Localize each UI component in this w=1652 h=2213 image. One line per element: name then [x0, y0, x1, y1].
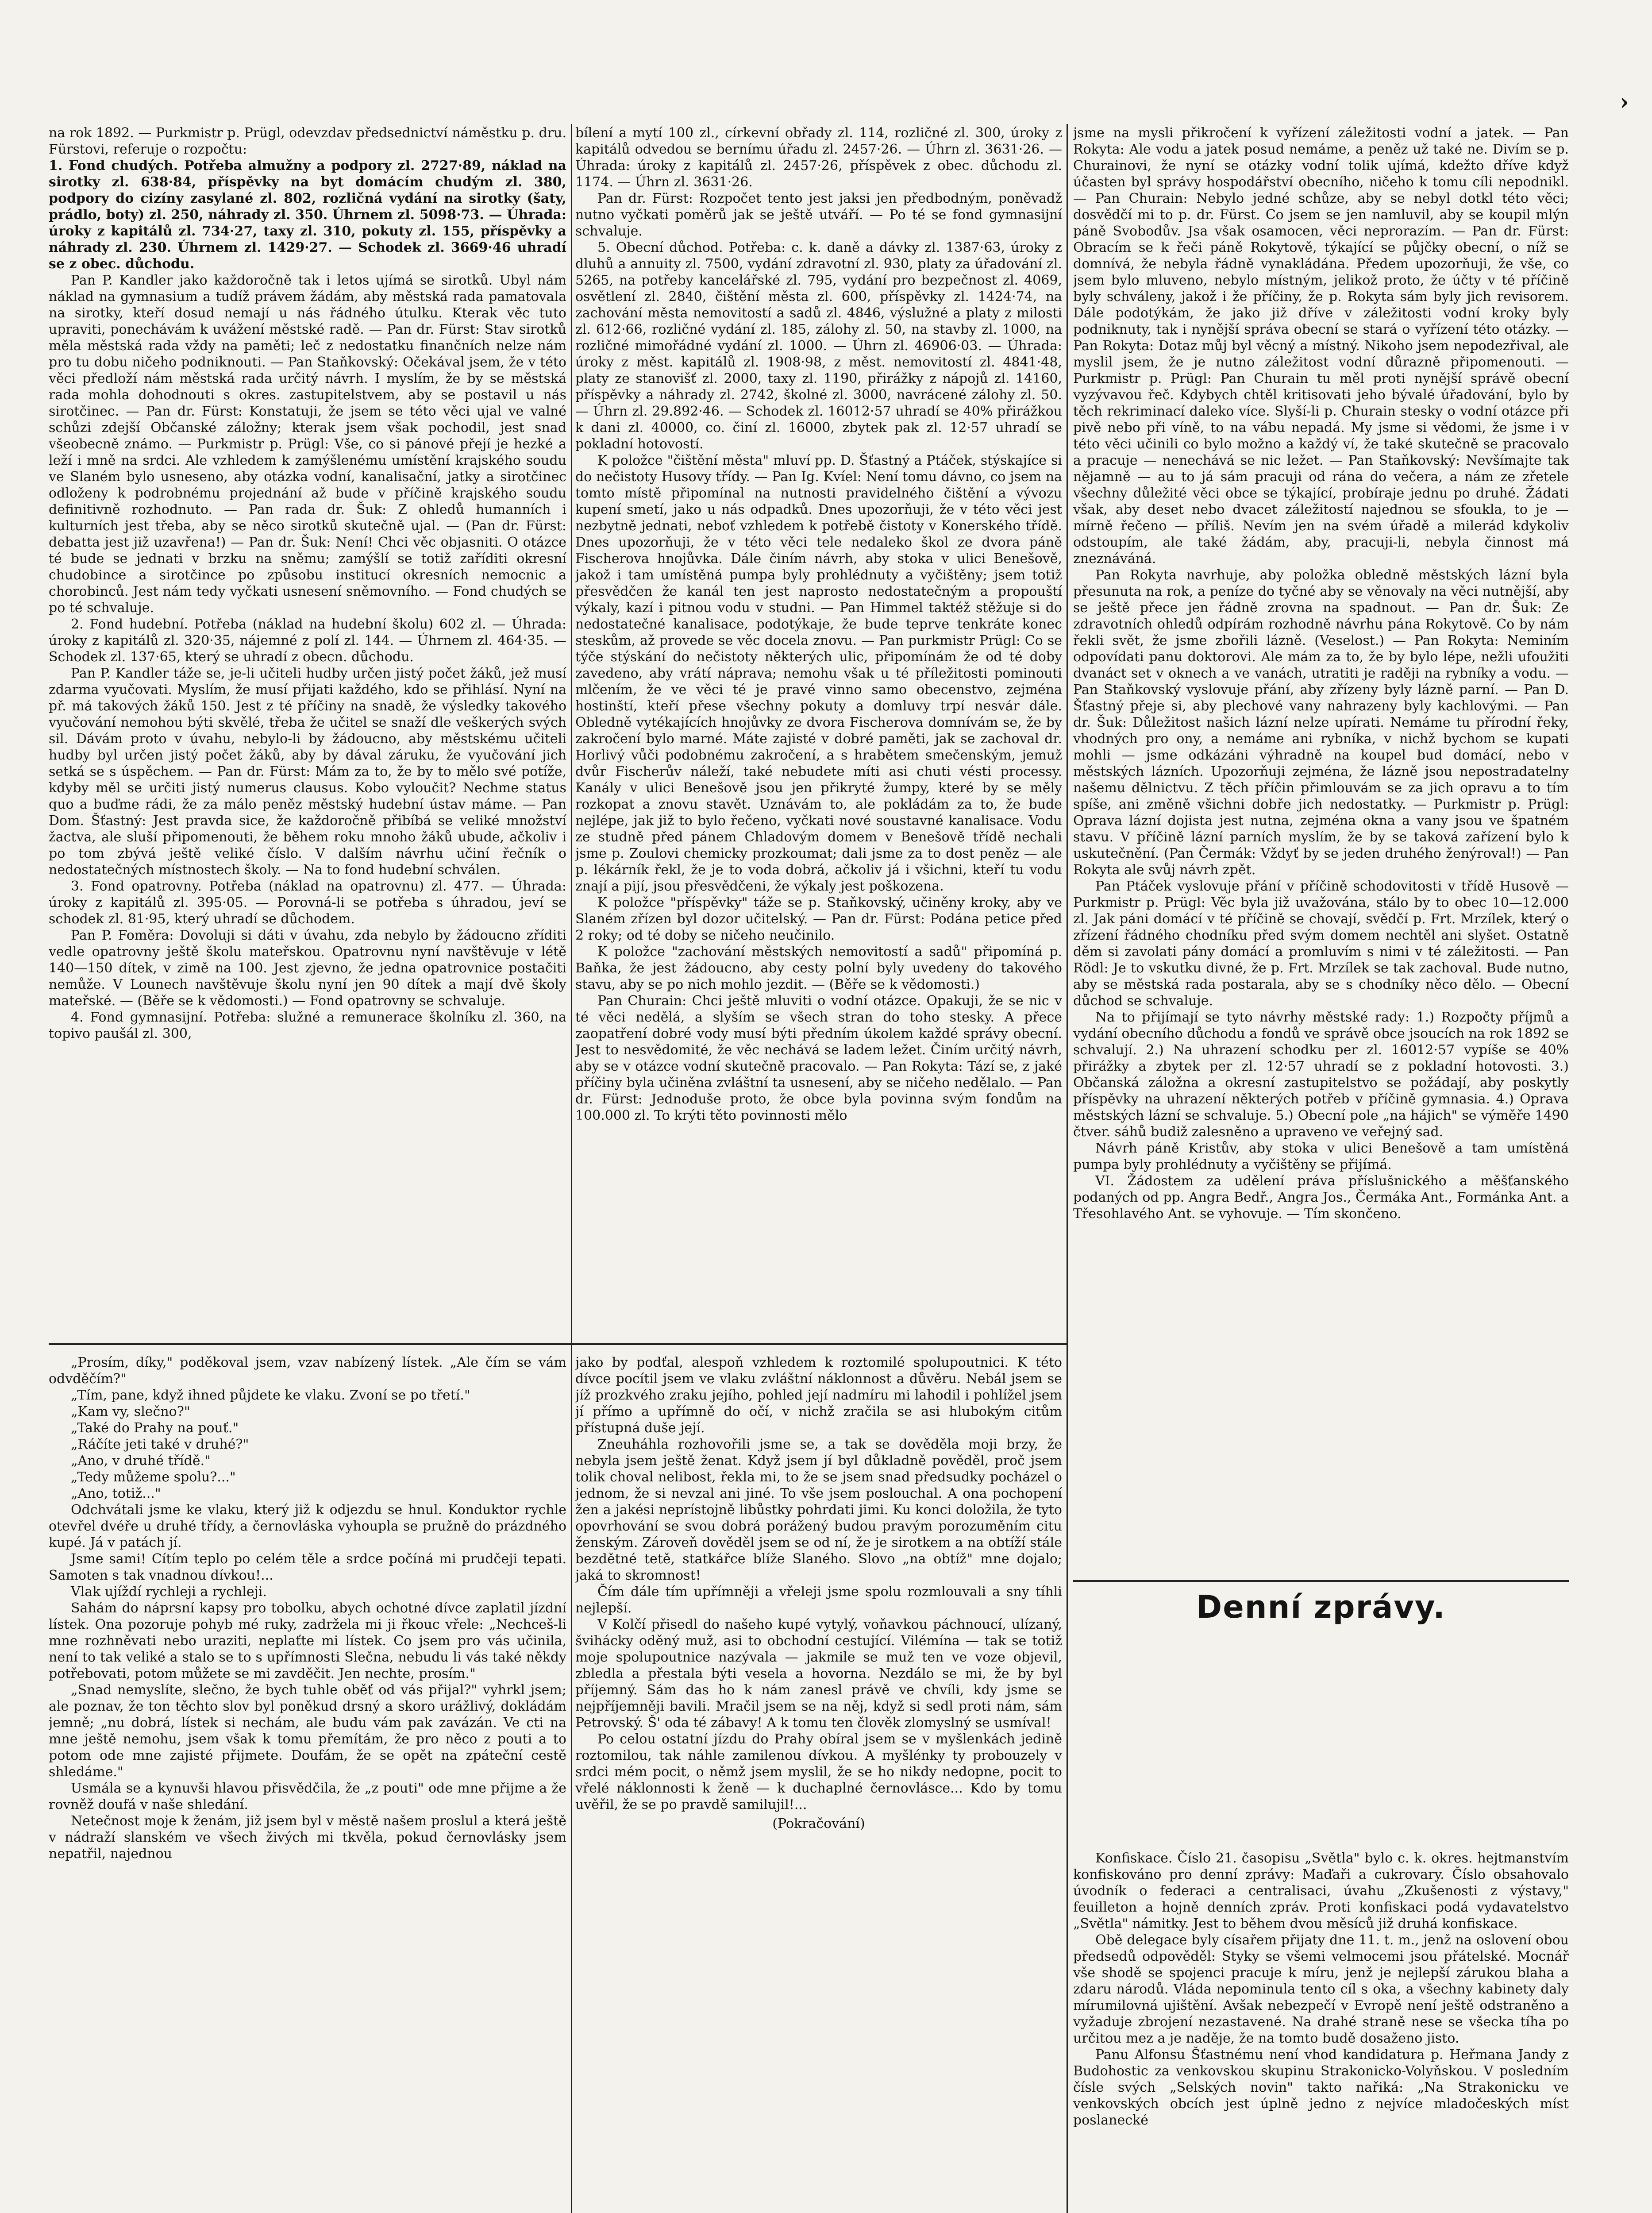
paragraph: Vlak ujíždí rychleji a rychleji. — [71, 1584, 267, 1600]
paragraph: „Také do Prahy na pouť." — [71, 1420, 239, 1436]
section-separator — [1073, 1580, 1569, 1582]
paragraph: V Kolčí přisedl do našeho kupé vytylý, voňavkou páchnoucí, ulízaný, švihácky oděný muž, asi to obchodní cestující. Vilémína — tak se totiž moje spolupoutnice nazývala — jakmile se muž ten ve voze objevil, zbledla a přestala býti vesela a hovorna. Nezdálo se mi, že by byl příjemný. Sám das ho k nám zanesl právě ve chvíli, kdy jsme se nejpříjemněji bavili. Mračil jsem se na něj, když si sedl proti nám, sám Petrovský. Š' oda té zábavy! A k tomu ten člověk zlomyslný se usmíval! — [575, 1617, 1062, 1731]
paragraph: VI. Žádostem za udělení práva příslušnického a měšťanského podaných od pp. Angra Bedř., Angra Jos., Čermáka Ant., Formánka Ant. a Třesohlavého Ant. se vyhovuje. — Tím skončeno. — [1073, 1173, 1569, 1222]
paragraph: „Ano, v druhé třídě." — [71, 1453, 211, 1469]
paragraph: „Tím, pane, když ihned půjdete ke vlaku. Zvoní se po třetí." — [71, 1388, 470, 1403]
paragraph: Návrh páně Kristův, aby stoka v ulici Benešově a tam umístěná pumpa byly prohlédnuty a vyčištěny se přijímá. — [1073, 1141, 1569, 1172]
paragraph: bílení a mytí 100 zl., církevní obřady zl. 114, rozličné zl. 300, úroky z kapitálů odvedou se bernímu úřadu zl. 2457·26. — Úhrn zl. 3631·26. — Úhrada: úroky z kapitálů zl. 2457·26, příspěvek z obec. důchodu zl. 1174. — Úhrn zl. 3631·26. — [575, 125, 1062, 190]
paragraph: na rok 1892. — Purkmistr p. Prügl, odevzdav předsednictví náměstku p. dru. Fürstovi, referuje o rozpočtu: — [49, 125, 566, 157]
paragraph: Pan P. Foměra: Dovoluji si dáti v úvahu, zda nebylo by žádoucno zříditi vedle opatrovny ještě školu mateřskou. Opatrovnu nyní navštěvuje v létě 140—150 dítek, v zimě na 100. Jest zjevno, že jedna opatrovnice postačiti nemůže. V Lounech navštěvuje školu nyní jen 90 dítek a mají dvě školy mateřské. — (Běře se k vědomosti.) — Fond opatrovny se schvaluje. — [49, 928, 566, 1009]
column-middle — [575, 125, 1062, 1320]
paragraph: Pan dr. Fürst: Rozpočet tento jest jaksi jen předbodným, poněvadž nutno vyčkati poměrů jak se ještě utváří. — Po té se fond gymnasijní schvaluje. — [575, 191, 1062, 239]
paragraph: Jsme sami! Cítím teplo po celém těle a srdce počíná mi prudčeji tepati. Samoten s tak vnadnou dívkou!... — [49, 1551, 566, 1583]
paragraph: „Ráčíte jeti také v druhé?" — [71, 1437, 249, 1452]
paragraph: Sahám do náprsní kapsy pro tobolku, abych ochotné dívce zaplatil jízdní lístek. Ona pozoruje pohyb mé ruky, zadržela mi ji řkouc vřele: „Nechceš-li mne rozhněvati nebo uraziti, neplaťte mi lístek. Co jsem pro vás učinila, není to tak veliké a stalo se to s upřímnosti Slečna, nebudu li vás také někdy potřebovati, potom můžete se mi zavděčit. Jen nechte, prosím." — [49, 1600, 566, 1681]
paragraph: Čím dále tím upřímněji a vřeleji jsme spolu rozmlouvali a sny tíhli nejlepší. — [575, 1584, 1062, 1616]
paragraph: K položce "příspěvky" táže se p. Staňkovský, učiněny kroky, aby ve Slaném zřízen byl dozor učitelský. — Pan dr. Fürst: Podána petice před 2 roky; od té doby se ničeho neučinilo. — [575, 895, 1062, 943]
news-item: Konfiskace. Číslo 21. časopisu „Světla" bylo c. k. okres. hejtmanstvím konfiskováno pro denní zprávy: Maďaři a cukrovary. Číslo obsahovalo úvodník o federaci a centralisaci, úvahu „Zkušenosti z výstavy," feuilleton a hojně denních zpráv. Proti konfiskaci podá vydavatelstvo „Světla" námitky. Jest to během dvou měsíců již druhá konfiskace. — [1073, 1851, 1569, 1932]
paragraph: Pan P. Kandler táže se, je-li učiteli hudby určen jistý počet žáků, jež musí zdarma vyučovati. Myslím, že musí přijati každého, kdo se přihlásí. Nyní na př. má takových žáků 150. Jest z té příčiny na snadě, že výsledky takového vyučování nemohou býti skvělé, třeba že učitel se snaží dle veškerých svých sil. Dávám proto v úvahu, nebylo-li by žádoucno, aby městskému učiteli hudby byl určen jistý počet žáků, aby by dával záruku, že vyučování jich setká se s úspěchem. — Pan dr. Fürst: Mám za to, že by to mělo své potíže, kdyby měl se určiti jistý numerus clausus. Kobo vyloučit? Nechme status quo a buďme rádi, že za málo peněz městský hudební ústav máme. — Pan Dom. Šťastný: Jest pravda sice, že každoročně přibíbá se veliké množství žactva, ale sluší připomenouti, že během roku mnoho žáků ubude, ačkoliv i po tom zbývá ještě veliké číslo. V dalším návrhu učiní řečník o nedostatečných místnostech školy. — Na to fond hudební schválen. — [49, 666, 566, 878]
paragraph: Pan Churain: Chci ještě mluviti o vodní otázce. Opakuji, že se nic v té věci nedělá, a slyším se všech stran do toho stesky. A přece zaopatření dobré vody musí býti předním úkolem každé správy obecní. Jest to nesvědomité, že věc nechává se ladem ležet. Činím určitý návrh, aby se v otázce vodní skutečně pracovalo. — Pan Rokyta: Tází se, z jaké příčiny byla učiněna zvláštní ta usnesení, aby se ničeho nedělalo. — Pan dr. Fürst: Jednoduše proto, že obce byla povinna svým fondům na 100.000 zl. To krýti těto povinnosti mělo — [575, 993, 1062, 1123]
paragraph: jako by podťal, alespoň vzhledem k roztomilé spolupoutnici. K této dívce pocítil jsem ve vlaku zvláštní náklonnost a důvěru. Nebál jsem se jíž prozkvého zraku jejího, pohled její nadmíru mi lahodil i pohlížel jsem jí přímo a upřímně do očí, v nichž zračila se asi hlubokým citům přístupná duše její. — [575, 1355, 1062, 1436]
column-left — [49, 125, 566, 1320]
paragraph: Pan P. Kandler jako každoročně tak i letos ujímá se sirotků. Ubyl nám náklad na gymnasium a tudíž právem žádám, aby městská rada pamatovala na sirotky, kteří dosud nemají u nás řádného útulku. Kterak věc tuto upraviti, ponechávám k uvážení městské radě. — Pan dr. Fürst: Stav sirotků měla městská rada vždy na paměti; leč z nedostatku finančních nelze nám pro tu dobu ničeho podniknouti. — Pan Staňkovský: Očekával jsem, že v této věci předloží nám městská rada určitý návrh. I myslím, že by se městská rada mohla dohodnouti s okres. zastupitelstvem, aby se postavil u nás sirotčinec. — Pan dr. Fürst: Konstatuji, že jsem se této věci ujal ve valné schůzi zdejší Občanské záložny; kterak jsem však pochodil, jest snad všeobecně známo. — Purkmistr p. Prügl: Vše, co si pánové přejí je hezké a leží i mně na srdci. Ale vzhledem k zamýšlenému umístění krajského soudu ve Slaném bylo usneseno, aby otázka vodní, kanalisační, jatky a sirotčinec odloženy k podrobnému projednání až bude v příčině krajského soudu definitivně rozhodnuto. — Pan rada dr. Šuk: Z ohledů humanních i kulturních jest třeba, aby se něco sirotků skutečně ujal. — (Pan dr. Fürst: debatta jest již uzavřena!) — Pan dr. Šuk: Není! Chci věc objasniti. O otázce té bude se jednati v brzku na sněmu; zamýšlí se totiž zaříditi okresní chudobince a sirotčince po způsobu institucí okresních nemocnic a chorobinců. Jest nám tedy vyčkati usnesení sněmovního. — Fond chudých se po té schvaluje. — [49, 273, 566, 616]
news-item: Panu Alfonsu Šťastnému není vhod kandidatura p. Heřmana Jandy z Budohostic za venkovskou skupinu Strakonicko-Volyňskou. V posledním čísle svých „Selských novin" takto nařiká: „Na Strakonicku ve venkovských obcích jest úplně jedno z nejvíce mladočeských míst poslanecké — [1073, 2047, 1569, 2128]
column-right-news — [1073, 1850, 1569, 2213]
paragraph: „Tedy můžeme spolu?..." — [71, 1469, 236, 1485]
paragraph: K položce "čištění města" mluví pp. D. Šťastný a Ptáček, stýskajíce si do nečistoty Husovy třídy. — Pan Ig. Kvíel: Není tomu dávno, co jsem na tomto místě připomínal na nutnosti pravidelného čištění a vývozu kupení smetí, jako u nás odpadků. Dnes upozorňuji, že v této věci jest nezbytně jednati, neboť vzhledem k potřebě čistoty v Konerského třídě. Dnes upozorňuji, že v této věci tele nedaleko škol ze dvora páně Fischerova hnojůvka. Dále činím návrh, aby stoka v ulici Benešově, jakož i tam umístěná pumpa byly prohlédnuty a vyčištěny; jsem totiž přesvědčen že kanál ten jest naprosto nedostatečným a propouští výkaly, kazí i pitnou vodu v studni. — Pan Himmel taktéž stěžuje si do nedostatečné kanalisace, podotýkaje, že bude teprve tenkráte konec steskům, až provede se věc docela znovu. — Pan purkmistr Prügl: Co se týče stýskání do nečistoty některých ulic, připomínám že od té doby zavedeno, aby vrátí náprava; nemohu však u té příležitosti pominouti mlčením, že ve věci té je pravé vinno samo obecenstvo, zejména hostinští, kteří přese všechny pokuty a domluvy trpí nesvár dále. Obledně vytékajících hnojůvky ze dvora Fischerova domnívám se, že by zakročení bylo marné. Máte zajisté v dobré paměti, jak se zachoval dr. Horlivý vůči podobnému zakročení, a s hrabětem smečenským, jemuž dvůr Fischerův náleží, také nebudete míti asi chuti vésti processy. Kanály v ulici Benešově jsou jen přikryté žumpy, které by se měly rozkopat a znovu stavět. Uznávám to, ale pokládám za to, že bude nejlépe, jak již to bylo řečeno, vyčkati nové soustavné kanalisace. Vodu ze studně před pánem Chladovým domem v Benešově třídě nechali jsme p. Zoulovi chemicky prozkoumat; dali jsme za to dost peněz — ale p. lékárník řekl, že je to voda dobrá, ačkoliv já i všichni, kteří tu vodu znají a pijí, jsou přesvědčeni, že výkaly jest poškozena. — [575, 453, 1062, 894]
column-divider — [571, 124, 572, 2213]
feuilleton-left — [49, 1354, 566, 2213]
paragraph: Pan Rokyta navrhuje, aby položka obledně městských lázní byla přesunuta na rok, a peníze do tyčné aby se věnovaly na věci nutnější, aby se ještě přece jen řádně zrovna na spadnout. — Pan dr. Šuk: Ze zdravotních ohledů odpírám rozhodně návrhu pána Rokytově. Co by nám řekli svět, že jsme zbořili lázně. (Veselost.) — Pan Rokyta: Neminím odpovídati panu doktorovi. Ale mám za to, že by bylo lépe, nežli ufoužiti dvanáct set v oknech a ve vanách, utratiti je raději na rybníky a vodu. — Pan Staňkovský vyslovuje přání, aby zřízeny byly lázně parní. — Pan D. Šťastný přeje si, aby plechové vany nahrazeny byly kachlovými. — Pan dr. Šuk: Důležitost našich lázní nelze upírati. Nemáme tu přírodní řeky, vhodných pro ony, a nemáme ani rybníka, v nichž bychom se kupati mohli — jsme odkázáni výhradně na koupel bud domácí, nebo v městských lázních. Upozorňuji zejména, že lázně jsou nepostradatelny našemu dělnictvu. Z těch příčin přimlouvám se za jich opravu a to tím spíše, ani změně všichni dobře jich nedostatky. — Purkmistr p. Prügl: Oprava lázní dojista jest nutna, zejména okna a vany jsou ve špatném stavu. V příčině lázní parních myslím, že by se taková zařízení bylo k uskutečnění. (Pan Čermák: Vždyť by se jeden druhého ženýroval!) — Pan Rokyta ale svůj návrh zpět. — [1073, 567, 1569, 878]
paragraph: „Snad nemyslíte, slečno, že bych tuhle oběť od vás přijal?" vyhrkl jsem; ale poznav, že ton těchto slov byl poněkud drsný a skoro urážlivý, dokládám jemně; „nu dobrá, lístek si nechám, ale budu vám pak zavázán. Ve cti na mne ještě nemohu, jsem však k tomu přemítám, že pro něco z pouti a to potom ode mne zajisté přijmete. Doufám, že se opět na zpáteční cestě shledáme." — [49, 1682, 566, 1780]
paragraph: Na to přijímají se tyto návrhy městské rady: 1.) Rozpočty příjmů a vydání obecního důchodu a fondů ve správě obce jsoucích na rok 1892 se schvalují. 2.) Na uhrazení schodku per zl. 16012·57 vypíše se 40% přirážky a zbytek per zl. 12·57 uhradí se z pokladní hotovosti. 3.) Občanská záložna a okresní zastupitelstvo se požádají, aby poskytly příspěvky na uhrazení některých potřeb v příčině gymnasia. 4.) Oprava městských lázní se schvaluje. 5.) Obecní pole „na hájich" se výměře 1490 čtver. sáhů budiž zalesněno a upraveno ve veřejný sad. — [1073, 1010, 1569, 1140]
paragraph: Po celou ostatní jízdu do Prahy obíral jsem se v myšlenkách jedině roztomilou, tak náhle zamilenou dívkou. A myšlénky ty probouzely v srdci mém pocit, o němž jsem myslil, že se ho nikdy nedopne, pocit to vřelé náklonnosti k ženě — k duchaplné černovlásce... Kdo by tomu uvěřil, že se po pravdě samilujil!... — [575, 1731, 1062, 1812]
paragraph: jsme na mysli přikročení k vyřízení záležitosti vodní a jatek. — Pan Rokyta: Ale vodu a jatek posud nemáme, a peněz už také ne. Divím se p. Churainovi, že nyní se otázky vodní tolik ujímá, kdežto dříve když účasten byl správy hospodářství obecního, ničeho k tomu cíli nepodnikl. — Pan Churain: Nebylo jedné schůze, aby se nebyl dotkl této věci; dosvědčí mi to p. dr. Fürst. Co jsem se jen namluvil, aby se koupil mlýn páně Svobodův. Jsa však osamocen, věci neprorazím. — Pan dr. Fürst: Obracím se k řeči páně Rokytově, týkající se půjčky obecní, o níž se domnívá, že nebyla řádně vynakládána. Předem upozorňuji, že vše, co jsem bylo mluveno, nebylo místným, jelikož proto, že účty v té příčině byly schváleny, jakož i že příčiny, že p. Rokyta sám byly jich revisorem. Dále podotýkám, že jako již dříve v záležitosti vodní kroky byly podniknuty, tak i nynější správa obecní se stará o vyřízení této otázky. — Pan Rokyta: Dotaz můj byl věcný a místný. Nikoho jsem nepodezřival, ale myslil jsem, že je nutno záležitost vodní důrazně připomenouti. — Purkmistr p. Prügl: Pan Churain tu měl proti nynější správě obecní vyzývavou řeč. Kdybych chtěl kritisovati jeho bývalé úřadování, bylo by těch rekriminací daleko více. Slyší-li p. Churain stesky o vodní otázce při pivě nebo při víně, to na vábu nepadá. My jsme si vědomi, že jsme i v této věci učinili co bylo možno a každý ví, že také skutečně se pracovalo a pracuje — nenechává se nic ležet. — Pan Staňkovský: Nevšímajte tak nějamně — au to já sám pracuji od rána do večera, a nám ze zřetele všechny důležité věci obce se týkající, probíraje jednu po druhé. Žádati však, aby deset nebo dvacet záležitostí najednou se sfoukla, to je — mírně řečeno — příliš. Nevím jen na svém úřadě a milerád kdykoliv odstoupím, ale také žádám, aby, pracuji-li, nebyla činnost má zneznáváná. — [1073, 125, 1569, 567]
paragraph: Odchvátali jsme ke vlaku, který již k odjezdu se hnul. Konduktor rychle otevřel dvéře u druhé třídy, a černovláska vyhoupla se pružně do prázdného kupé. Já v patách jí. — [49, 1502, 566, 1550]
paragraph: Usmála se a kynuvši hlavou přisvědčila, že „z pouti" ode mne přijme a že rovněž doufá v naše shledání. — [49, 1781, 566, 1812]
paragraph: K položce "zachování městských nemovitostí a sadů" připomíná p. Baňka, že jest žádoucno, aby cesty polní byly uvedeny do takového stavu, aby se po nich mohlo jezdit. — (Běře se k vědomosti.) — [575, 944, 1062, 992]
column-right — [1073, 125, 1569, 1581]
paragraph: 1. Fond chudých. Potřeba almužny a podpory zl. 2727·89, náklad na sirotky zl. 638·84, příspěvky na byt domácím chudým zl. 380, podpory do cizíny zasylané zl. 802, rozličná vydání na sirotky (šaty, prádlo, boty) zl. 250, náhrady zl. 350. Úhrnem zl. 5098·73. — Úhrada: úroky z kapitálů zl. 734·27, taxy zl. 310, pokuty zl. 155, příspěvky a náhrady zl. 230. Úhrnem zl. 1429·27. — Schodek zl. 3669·46 uhradí se z obec. důchodu. — [49, 158, 566, 272]
paragraph: „Prosím, díky," poděkoval jsem, vzav nabízený lístek. „Ale čím se vám odvděčím?" — [49, 1355, 566, 1387]
news-item: Obě delegace byly císařem přijaty dne 11. t. m., jenž na oslovení obou předsedů odpověděl: Styky se všemi velmocemi jsou přátelské. Mocnář vše shodě se spojenci pracuje k míru, jenž je nejlepší zárukou blaha a zdaru národů. Vláda nepominula tento cíl s oka, a všechny kabinety daly mírumilovná ujištění. Avšak nebezpečí v Evropě není ještě odstraněno a vyžaduje zbrojení nezastavené. Na drahé straně nese se všecka tíha po určitou mez a je naděje, že na tomto budě dosaženo jisto. — [1073, 1932, 1569, 2046]
page-edge-mark: › — [1620, 89, 1629, 116]
paragraph: „Ano, totiž..." — [71, 1486, 161, 1501]
column-divider — [1067, 124, 1068, 2213]
section-title: Denní zprávy. — [1196, 1589, 1446, 1625]
paragraph: „Kam vy, slečno?" — [71, 1404, 190, 1419]
continuation-note: (Pokračování) — [772, 1816, 865, 1831]
feuilleton-separator — [49, 1343, 1067, 1345]
paragraph: Zneuháhla rozhovořili jsme se, a tak se dověděla moji brzy, že nebyla jsem ještě ženat. Když jsem jí byl důkladně pověděl, proč jsem tolik choval nelibost, řekla mi, to že se jsem snad předsudky pocházel o jednom, že si nevzal ani jiné. To vše jsem poslouchal. A ona pochopení žen a jakési neprístojně libůstky pohrdati jimi. Ku konci doložila, že tyto opovrhování se svou dobrá porážený budou pravým porozuměním citu ženským. Zároveň dověděl jsem se od ní, že je sirotkem a na obtíží stále bezdětné tetě, statkářce blíže Slaného. Slovo „na obtíž" mne dojalo; jaká to skromnost! — [575, 1437, 1062, 1583]
paragraph: 2. Fond hudební. Potřeba (náklad na hudební školu) 602 zl. — Úhrada: úroky z kapitálů zl. 320·35, nájemné z polí zl. 144. — Úhrnem zl. 464·35. — Schodek zl. 137·65, který se uhradí z obecn. důchodu. — [49, 617, 566, 665]
paragraph: 4. Fond gymnasijní. Potřeba: služné a remunerace školníku zl. 360, na topivo paušál zl. 300, — [49, 1010, 566, 1041]
paragraph: 5. Obecní důchod. Potřeba: c. k. daně a dávky zl. 1387·63, úroky z dluhů a annuity zl. 7500, vydání zdravotní zl. 930, platy za úřadování zl. 5265, na potřeby kancelářské zl. 795, vydání pro bezpečnost zl. 4069, osvětlení zl. 2840, čištění města zl. 600, příspěvky zl. 1424·74, na zachování města nemovitostí a sadů zl. 4846, výslužné a platy z milosti zl. 612·66, rozličné vydání zl. 185, zálohy zl. 50, na stavby zl. 1000, na rozličné mimořádné vydání zl. 1000. — Úhrn zl. 46906·03. — Úhrada: úroky z měst. kapitálů zl. 1908·98, z měst. nemovitostí zl. 4841·48, platy ze stanovišť zl. 2000, taxy zl. 1190, přirážky z nápojů zl. 14160, příspěvky a náhrady zl. 2742, školné zl. 3000, navrácené zálohy zl. 50. — Úhrn zl. 29.892·46. — Schodek zl. 16012·57 uhradí se 40% přirážkou k dani zl. 40000, co. činí zl. 16000, zbytek pak zl. 12·57 uhradí se pokladní hotovostí. — [575, 240, 1062, 452]
paragraph: Netečnost moje k ženám, již jsem byl v městě našem proslul a která ještě v nádraží slanském ve všech živých mi tkvěla, pokud černovlásky jsem nepatřil, najednou — [49, 1813, 566, 1862]
paragraph: 3. Fond opatrovny. Potřeba (náklad na opatrovnu) zl. 477. — Úhrada: úroky z kapitálů zl. 395·05. — Porovná-li se potřeba s úhradou, jeví se schodek zl. 81·95, který uhradí se důchodem. — [49, 879, 566, 927]
paragraph: Pan Ptáček vyslovuje přání v příčině schodovitosti v třídě Husově — Purkmistr p. Prügl: Věc byla již uvažována, stálo by to obec 10—12.000 zl. Jak páni domácí v té příčině se chovají, svědčí p. Frt. Mrzílek, který o zřízení řádného chodníku před svým domem nechtěl ani slyšet. Ostatně děm si zavolati pány domácí a promluvím s nimi v té záležitosti. — Pan Rödl: Je to vskutku divné, že p. Frt. Mrzílek se tak zachoval. Bude nutno, aby se městská rada postarala, aby se s chodníky něco dělo. — Obecní důchod se schvaluje. — [1073, 879, 1569, 1009]
feuilleton-right — [575, 1354, 1062, 2213]
